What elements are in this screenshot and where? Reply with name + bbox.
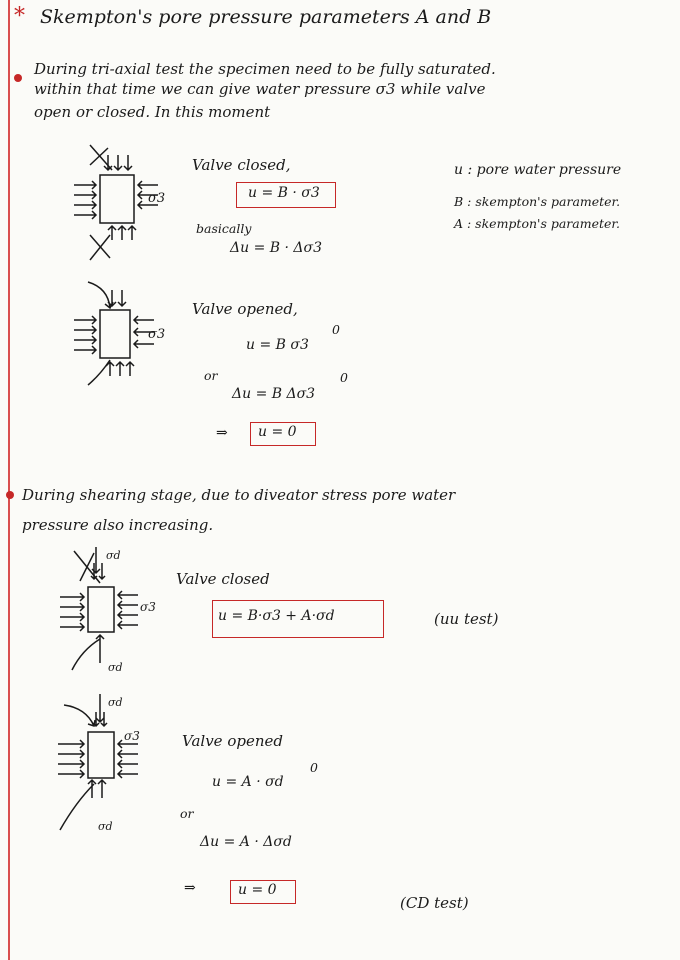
legend-u: u : pore water pressure: [454, 162, 622, 178]
equation-du-opened: Δu = B Δσ3: [232, 386, 316, 402]
equation-u-uu: u = B·σ3 + A·σd: [218, 608, 335, 624]
zero-mark: 0: [340, 370, 348, 385]
sigma3-label: σ3: [140, 600, 156, 614]
implies-arrow: ⇒: [184, 880, 196, 896]
zero-mark: 0: [332, 322, 340, 337]
section2-line1: During shearing stage, due to diveator stress pore water: [22, 486, 456, 504]
bullet-icon: [6, 491, 14, 499]
section1-line2: within that time we can give water pressure σ3 while valve: [34, 80, 486, 98]
sigma3-label: σ3: [148, 191, 166, 206]
specimen-diagram-closed-1: [60, 140, 170, 265]
valve-opened-label-1: Valve opened,: [192, 300, 298, 318]
section1-line3: open or closed. In this moment: [34, 103, 271, 121]
bullet-icon: [14, 74, 22, 82]
section1-line1: During tri-axial test the specimen need to be fully saturated.: [34, 60, 496, 78]
or-label: or: [204, 368, 218, 383]
page-title: Skempton's pore pressure parameters A and B: [40, 6, 492, 28]
implies-arrow: ⇒: [216, 425, 228, 441]
sigma-d-label: σd: [98, 820, 113, 833]
legend-a: A : skempton's parameter.: [454, 216, 620, 231]
zero-mark: 0: [310, 760, 318, 775]
margin-line: [8, 0, 10, 960]
sigma-d-label: σd: [108, 661, 123, 674]
sigma-d-label: σd: [108, 696, 123, 709]
cd-test-label: (CD test): [400, 894, 469, 912]
uu-test-label: (uu test): [434, 610, 499, 628]
star-icon: *: [14, 4, 25, 29]
sigma3-label: σ3: [148, 327, 166, 342]
result-u-zero: u = 0: [258, 424, 297, 440]
equation-u-opened: u = B σ3: [246, 337, 309, 353]
valve-closed-label-2: Valve closed: [176, 570, 270, 588]
or-label: or: [180, 806, 194, 821]
sigma3-label: σ3: [124, 729, 140, 743]
sigma-d-label: σd: [106, 549, 121, 562]
equation-u-cd: u = A · σd: [212, 774, 284, 790]
specimen-diagram-closed-2: [56, 545, 166, 680]
equation-du-cd: Δu = A · Δσd: [200, 834, 292, 850]
equation-u-closed: u = B · σ3: [248, 185, 320, 201]
section2-line2: pressure also increasing.: [22, 516, 214, 534]
specimen-diagram-opened-2: [52, 690, 162, 835]
valve-closed-label-1: Valve closed,: [192, 156, 291, 174]
equation-du-closed: Δu = B · Δσ3: [230, 240, 322, 256]
legend-b: B : skempton's parameter.: [454, 194, 621, 209]
valve-opened-label-2: Valve opened: [182, 732, 283, 750]
specimen-diagram-opened-1: [60, 280, 170, 390]
result-u-zero: u = 0: [238, 882, 277, 898]
basically-label: basically: [196, 221, 252, 236]
